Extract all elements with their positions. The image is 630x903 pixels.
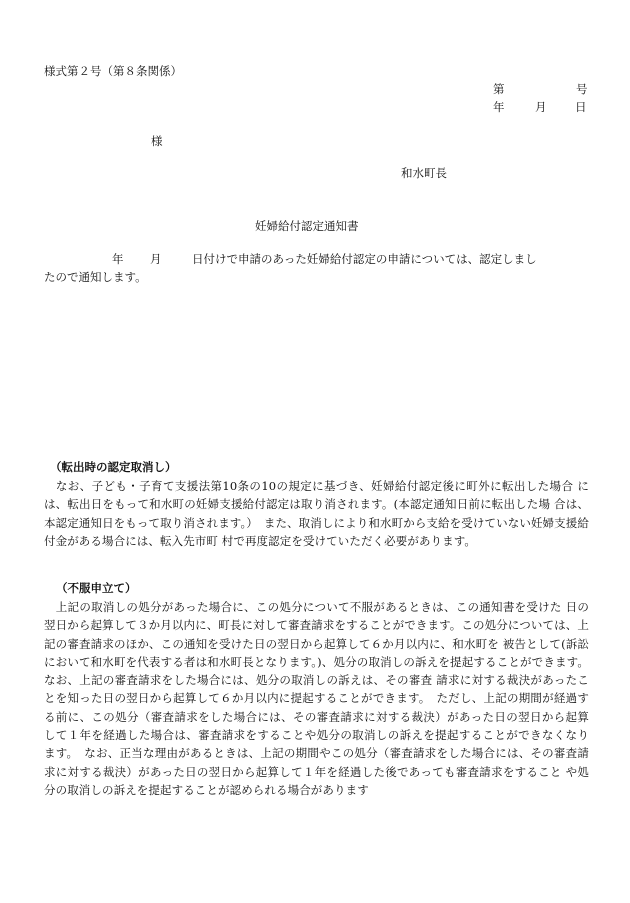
date-year-label: 年	[493, 100, 505, 114]
intro-line-1: 日付けで申請のあった妊婦給付認定の申請については、認定しまし	[192, 252, 537, 266]
document-number-suffix: 号	[576, 82, 588, 96]
intro-year-label: 年	[112, 252, 124, 266]
intro-month-label: 月	[150, 252, 162, 266]
document-number-prefix: 第	[493, 82, 505, 96]
page-title: 妊婦給付認定通知書	[255, 219, 359, 233]
form-label: 様式第２号（第８条関係）	[44, 64, 182, 78]
cancellation-heading: （転出時の認定取消し）	[50, 460, 177, 474]
date-month-label: 月	[535, 100, 547, 114]
appeal-body: 上記の取消しの処分があった場合に、この処分について不服があるときは、この通知書を受けた 日の翌日から起算して３か月以内に、町長に対して審査請求をすることができます。この処分については、上記の審査請求のほか、この通知を受けた日の翌日から起算して６か月以内に、和水町を 被告として(訴訟において和水町を代表する者は和水町長となります。)、処分の取消しの訴えを提起することができます。なお、上記の審査請求をした場合には、処分の取消しの訴えは、その審査 請求に対する裁決があったことを知った日の翌日から起算して６か月以内に提起することができます。 ただし、上記の期間が経過する前に、この処分（審査請求をした場合には、その審査請求に対する裁決）があった日の翌日から起算して１年を経過した場合は、審査請求をすることや処分の取消しの訴えを提起することができなくなります。 なお、正当な理由があるときは、上記の期間やこの処分（審査請求をした場合には、その審査請 求に対する裁決）があった日の翌日から起算して１年を経過した後であっても審査請求をすること や処分の取消しの訴えを提起することが認められる場合があります	[44, 600, 589, 797]
addressee-suffix: 様	[151, 134, 163, 148]
date-day-label: 日	[575, 100, 587, 114]
intro-line-2: たので通知します。	[44, 270, 147, 284]
issuer-name: 和水町長	[401, 166, 447, 180]
cancellation-body: なお、子ども・子育て支援法第10条の10の規定に基づき、妊婦給付認定後に町外に転出した場合 には、転出日をもって和水町の妊婦支援給付認定は取り消されます。(本認定通知日前に転出した場 合は、本認定通知日をもって取り消されます。） また、取消しにより和水町から支給を受けていない妊婦支援給付金がある場合には、転入先市町 村で再度認定を受けていただく必要があります。	[44, 479, 589, 548]
appeal-heading: （不服申立て）	[56, 581, 137, 595]
